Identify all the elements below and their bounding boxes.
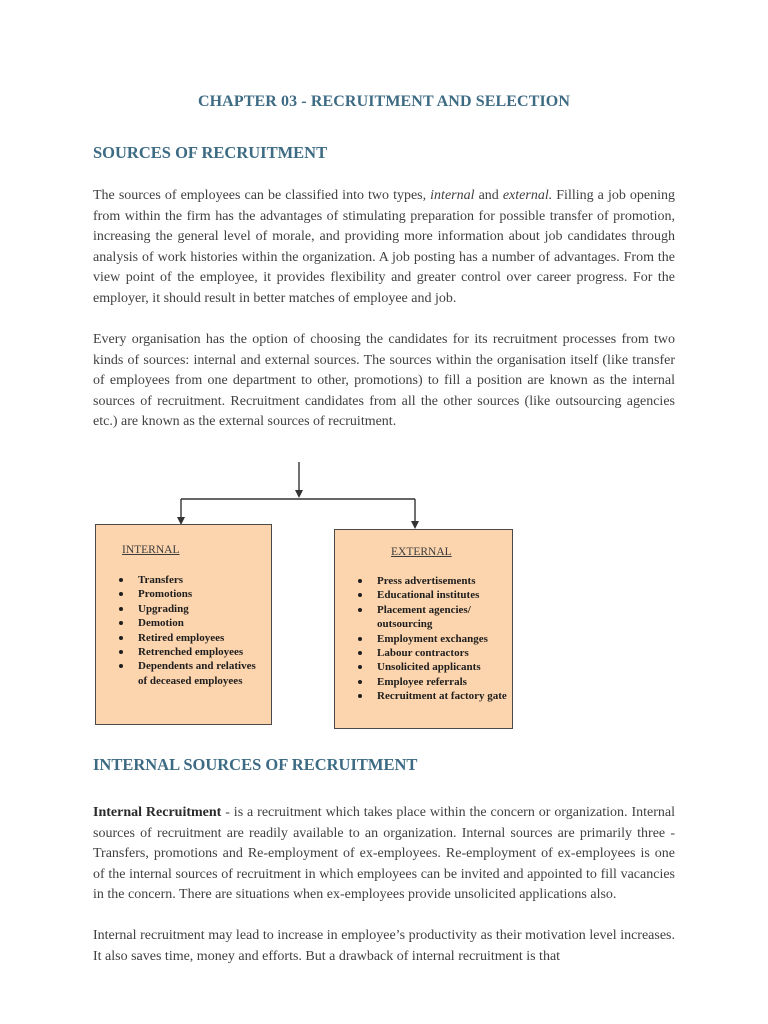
list-item: Transfers (116, 573, 266, 587)
list-item: Employee referrals (355, 675, 510, 689)
list-item: Recruitment at factory gate (355, 689, 510, 703)
list-item: Dependents and relatives of deceased employees (116, 659, 266, 688)
external-box-title: EXTERNAL (391, 546, 452, 558)
paragraph-internal-recruitment (93, 803, 675, 906)
list-item: Placement agencies/ outsourcing (355, 603, 510, 632)
list-item: Retired employees (116, 631, 266, 645)
list-item: Demotion (116, 616, 266, 630)
heading-internal-sources: INTERNAL SOURCES OF RECRUITMENT (93, 755, 418, 774)
chapter-title: CHAPTER 03 - RECRUITMENT AND SELECTION (197, 93, 570, 110)
paragraph-text: The sources of employees can be classified into two types, (93, 188, 431, 203)
list-item: Upgrading (116, 602, 266, 616)
external-sources-box (334, 529, 513, 729)
heading-sources-of-recruitment: SOURCES OF RECRUITMENT (93, 143, 328, 162)
list-item: Promotions (116, 587, 266, 601)
list-item: Employment exchanges (355, 632, 510, 646)
emphasis-external: external. (502, 188, 553, 203)
term-internal-recruitment: Internal Recruitment (93, 805, 222, 820)
paragraph-text: and (474, 188, 503, 203)
list-item: Retrenched employees (116, 645, 266, 659)
paragraph-internal-productivity: Internal recruitment may lead to increase in employee’s productivity as their motivation level increases. It also saves time, money and efforts. But a drawback of internal recruitment is that (93, 928, 675, 964)
list-item: Educational institutes (355, 588, 510, 602)
internal-box-title: INTERNAL (122, 544, 180, 556)
list-item: Labour contractors (355, 646, 510, 660)
internal-sources-list (116, 573, 266, 688)
paragraph-text: Filling a job opening from within the firm has the advantages of stimulating preparation for possible transfer of promotion, increasing the general level of morale, and providing more information about job candidates through analysis of work histories within the organization. A job posting has a number of advantages. From the view point of the employee, it provides flexibility and greater control over career progress. For the employer, it should result in better matches of employee and job. (93, 188, 675, 306)
emphasis-internal: internal (430, 188, 475, 203)
external-sources-list (355, 574, 510, 704)
paragraph-sources-intro (93, 186, 675, 310)
internal-sources-box (95, 524, 272, 725)
list-item: Unsolicited applicants (355, 660, 510, 674)
paragraph-text: - is a recruitment which takes place within the concern or organization. Internal sources of recruitment are readily available to an organization. Internal sources are primarily three - Transfers, promotions and Re-employment of ex-employees. Re-employment of ex-employees is one of the internal sources of recruitment in which employees can be invited and appointed to fill vacancies in the concern. There are situations when ex-employees provide unsolicited applications also. (93, 805, 675, 903)
paragraph-organisation-options: Every organisation has the option of choosing the candidates for its recruitment processes from two kinds of sources: internal and external sources. The sources within the organisation itself (like transfer of employees from one department to other, promotions) to fill a position are known as the internal sources of recruitment. Recruitment candidates from all the other sources (like outsourcing agencies etc.) are known as the external sources of recruitment. (93, 332, 675, 430)
list-item: Press advertisements (355, 574, 510, 588)
